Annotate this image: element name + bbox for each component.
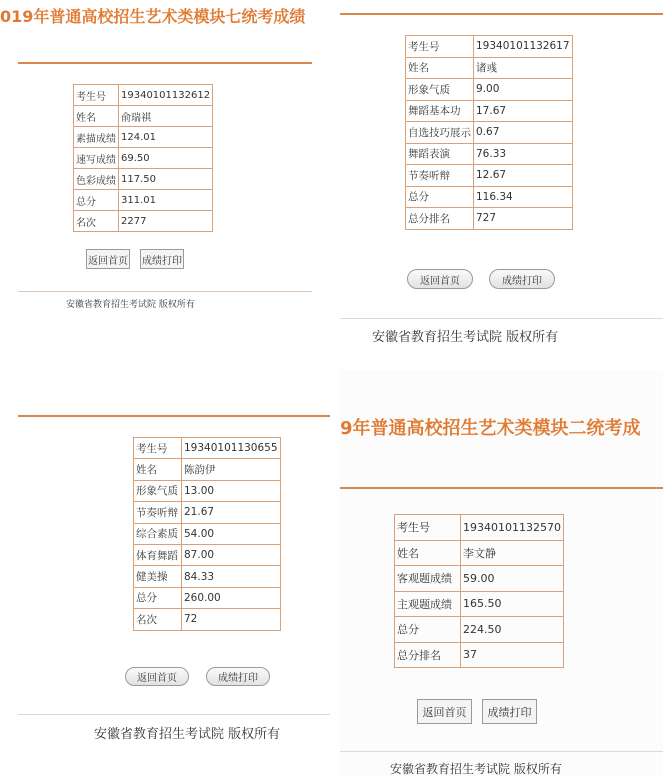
row-value: 76.33 <box>474 143 573 165</box>
screenshot-panel-3 <box>0 405 330 750</box>
row-label: 健美操 <box>134 566 182 587</box>
row-value: 84.33 <box>182 566 281 587</box>
row-value: 19340101132570 <box>461 515 564 541</box>
row-label: 名次 <box>74 211 119 232</box>
table-row <box>74 211 213 232</box>
table-row <box>395 642 564 668</box>
score-table <box>133 437 281 631</box>
row-value: 9.00 <box>474 79 573 101</box>
row-value: 54.00 <box>182 523 281 544</box>
table-row <box>134 566 281 587</box>
row-label: 节奏听辩 <box>134 502 182 523</box>
row-label: 节奏听辩 <box>406 165 474 187</box>
row-value: 37 <box>461 642 564 668</box>
row-value: 260.00 <box>182 587 281 608</box>
row-label: 客观题成绩 <box>395 566 461 592</box>
table-row <box>406 165 573 187</box>
row-label: 舞蹈基本功 <box>406 100 474 122</box>
row-label: 总分排名 <box>395 642 461 668</box>
row-value: 165.50 <box>461 591 564 617</box>
table-row <box>395 617 564 643</box>
row-label: 形象气质 <box>134 480 182 501</box>
footer-rule <box>18 291 312 292</box>
table-row <box>406 143 573 165</box>
row-label: 总分排名 <box>406 208 474 230</box>
header-rule <box>340 487 663 489</box>
table-row <box>406 186 573 208</box>
row-label: 考生号 <box>406 36 474 58</box>
table-row <box>134 459 281 480</box>
home-button[interactable]: 返回首页 <box>86 249 130 269</box>
footer-rule <box>340 751 663 752</box>
row-label: 总分 <box>406 186 474 208</box>
table-row <box>74 106 213 127</box>
row-label: 综合素质 <box>134 523 182 544</box>
row-label: 姓名 <box>395 540 461 566</box>
row-value: 124.01 <box>119 127 213 148</box>
table-row <box>74 85 213 106</box>
row-value: 陈韵伊 <box>182 459 281 480</box>
row-label: 主观题成绩 <box>395 591 461 617</box>
row-value: 69.50 <box>119 148 213 169</box>
screenshot-panel-2 <box>340 0 663 360</box>
header-rule <box>18 415 330 417</box>
table-row <box>406 79 573 101</box>
row-value: 12.67 <box>474 165 573 187</box>
row-value: 87.00 <box>182 544 281 565</box>
header-rule <box>18 62 312 64</box>
row-value: 2277 <box>119 211 213 232</box>
screenshot-panel-4 <box>340 370 663 777</box>
row-label: 形象气质 <box>406 79 474 101</box>
table-row <box>406 36 573 58</box>
score-table <box>405 35 573 230</box>
header-rule <box>340 13 663 15</box>
row-label: 体育舞蹈 <box>134 544 182 565</box>
table-row <box>74 148 213 169</box>
score-table <box>394 514 564 668</box>
row-label: 总分 <box>395 617 461 643</box>
table-row <box>74 169 213 190</box>
table-row <box>395 540 564 566</box>
page-title: 9年普通高校招生艺术类模块二统考成 <box>340 418 641 439</box>
print-button[interactable]: 成绩打印 <box>489 269 555 289</box>
table-row <box>134 438 281 459</box>
row-value: 59.00 <box>461 566 564 592</box>
table-row <box>406 57 573 79</box>
screenshot-panel-1 <box>0 0 330 320</box>
row-value: 13.00 <box>182 480 281 501</box>
row-label: 素描成绩 <box>74 127 119 148</box>
row-label: 舞蹈表演 <box>406 143 474 165</box>
row-value: 72 <box>182 609 281 630</box>
row-value: 19340101132612 <box>119 85 213 106</box>
table-row <box>134 609 281 630</box>
row-label: 总分 <box>134 587 182 608</box>
row-value: 224.50 <box>461 617 564 643</box>
copyright-footer: 安徽省教育招生考试院 版权所有 <box>372 330 559 345</box>
copyright-footer: 安徽省教育招生考试院 版权所有 <box>94 727 281 742</box>
row-value: 0.67 <box>474 122 573 144</box>
table-row <box>134 502 281 523</box>
row-value: 诸彧 <box>474 57 573 79</box>
row-value: 116.34 <box>474 186 573 208</box>
table-row <box>406 122 573 144</box>
row-label: 考生号 <box>134 438 182 459</box>
table-row <box>74 127 213 148</box>
copyright-footer: 安徽省教育招生考试院 版权所有 <box>390 762 562 776</box>
home-button[interactable]: 返回首页 <box>125 667 189 686</box>
row-label: 姓名 <box>134 459 182 480</box>
table-row <box>74 190 213 211</box>
row-value: 李文静 <box>461 540 564 566</box>
table-row <box>406 100 573 122</box>
print-button[interactable]: 成绩打印 <box>482 699 537 724</box>
row-label: 总分 <box>74 190 119 211</box>
home-button[interactable]: 返回首页 <box>417 699 472 724</box>
table-row <box>395 591 564 617</box>
row-label: 考生号 <box>74 85 119 106</box>
row-value: 311.01 <box>119 190 213 211</box>
copyright-footer: 安徽省教育招生考试院 版权所有 <box>66 300 195 310</box>
row-value: 俞瑞祺 <box>119 106 213 127</box>
table-row <box>134 523 281 544</box>
table-row <box>406 208 573 230</box>
home-button[interactable]: 返回首页 <box>407 269 473 289</box>
row-value: 17.67 <box>474 100 573 122</box>
row-label: 速写成绩 <box>74 148 119 169</box>
score-table <box>73 84 213 232</box>
row-label: 自选技巧展示 <box>406 122 474 144</box>
row-value: 19340101130655 <box>182 438 281 459</box>
row-label: 名次 <box>134 609 182 630</box>
table-row <box>134 544 281 565</box>
table-row <box>134 480 281 501</box>
footer-rule <box>18 714 330 715</box>
row-value: 19340101132617 <box>474 36 573 58</box>
table-row <box>134 587 281 608</box>
page-title: 019年普通高校招生艺术类模块七统考成绩 <box>0 7 306 26</box>
row-value: 21.67 <box>182 502 281 523</box>
row-value: 117.50 <box>119 169 213 190</box>
footer-rule <box>340 318 663 319</box>
table-row <box>395 566 564 592</box>
row-label: 姓名 <box>74 106 119 127</box>
print-button[interactable]: 成绩打印 <box>206 667 270 686</box>
table-row <box>395 515 564 541</box>
row-label: 色彩成绩 <box>74 169 119 190</box>
row-label: 姓名 <box>406 57 474 79</box>
row-label: 考生号 <box>395 515 461 541</box>
print-button[interactable]: 成绩打印 <box>140 249 184 269</box>
row-value: 727 <box>474 208 573 230</box>
